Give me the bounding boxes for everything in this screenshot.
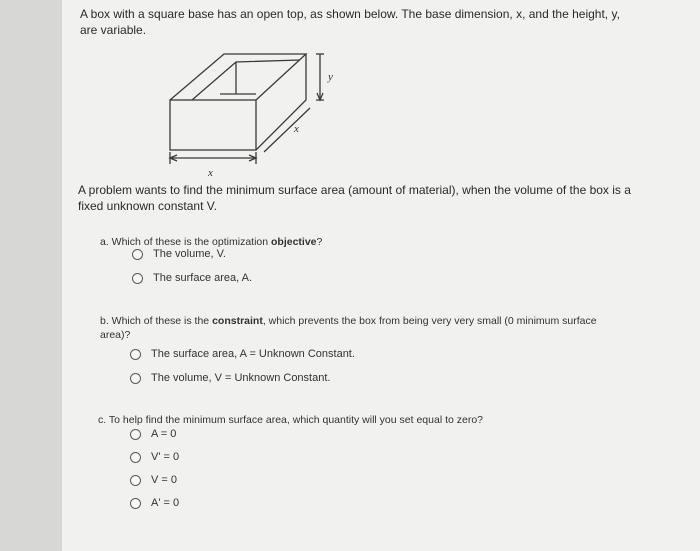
radio-button[interactable] <box>130 475 141 486</box>
question-b-option-volume[interactable]: The volume, V = Unknown Constant. <box>130 372 330 384</box>
radio-button[interactable] <box>132 273 143 284</box>
objective-keyword: objective <box>271 236 317 248</box>
label-y: y <box>328 71 333 83</box>
question-b-prompt: b. Which of these is the constraint, which prevents the box from being very very small (0 minimum surface area)? <box>100 315 597 341</box>
question-c-option-a-zero[interactable]: A = 0 <box>130 428 176 440</box>
box-diagram <box>160 48 350 178</box>
question-b-option-surface-area[interactable]: The surface area, A = Unknown Constant. <box>130 348 355 360</box>
question-c-option-a-prime-zero[interactable]: A' = 0 <box>130 497 179 509</box>
radio-button[interactable] <box>130 429 141 440</box>
question-a-prompt: a. Which of these is the optimization objective? <box>100 236 323 248</box>
problem-text: A problem wants to find the minimum surface area (amount of material), when the volume of the box is a fixed unknown constant V. <box>78 183 631 213</box>
label-x-bottom: x <box>208 167 213 178</box>
radio-button[interactable] <box>132 249 143 260</box>
radio-button[interactable] <box>130 349 141 360</box>
radio-button[interactable] <box>130 498 141 509</box>
depth-dimension-line <box>264 108 310 152</box>
radio-button[interactable] <box>130 452 141 463</box>
question-c-prompt: c. To help find the minimum surface area, which quantity will you set equal to zero? <box>98 414 484 426</box>
question-a-option-volume[interactable]: The volume, V. <box>132 248 226 260</box>
constraint-keyword: constraint <box>212 315 263 327</box>
box-front-face <box>170 100 256 150</box>
question-c-option-v-prime-zero[interactable]: V' = 0 <box>130 451 179 463</box>
label-x-side: x <box>294 123 299 135</box>
radio-button[interactable] <box>130 373 141 384</box>
question-c-option-v-zero[interactable]: V = 0 <box>130 474 177 486</box>
question-a-option-surface-area[interactable]: The surface area, A. <box>132 272 252 284</box>
intro-text: A box with a square base has an open top, as shown below. The base dimension, x, and the height, y, are variable. <box>80 7 620 37</box>
